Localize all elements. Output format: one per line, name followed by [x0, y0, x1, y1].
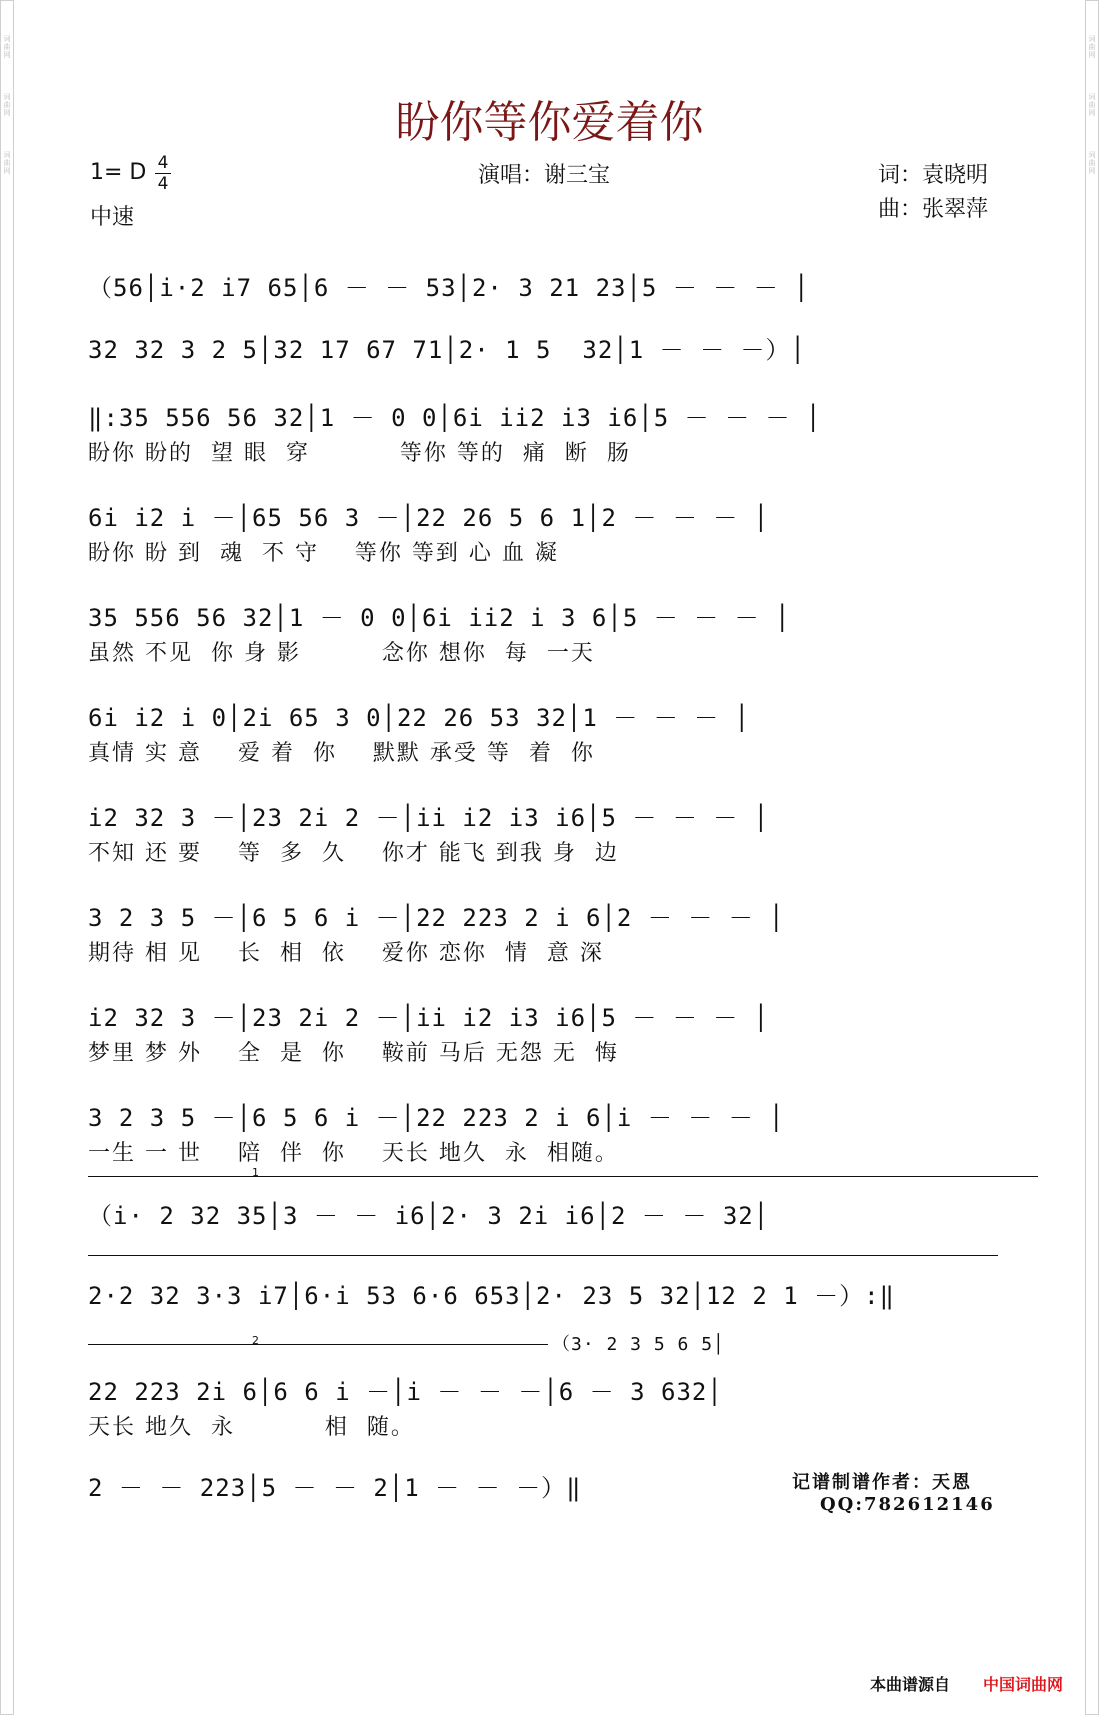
volta-continuation-bracket [88, 1255, 998, 1256]
notation-line-14: 2 － － 223│5 － － 2│1 － － －）‖ [88, 1474, 582, 1502]
time-signature [155, 154, 171, 193]
lyric-line-9: 梦里 梦 外 全 是 你 鞍前 马后 无怨 无 悔 [88, 1041, 619, 1066]
lyric-line-5: 虽然 不见 你 身 影 念你 想你 每 一天 [88, 641, 595, 666]
lyric-line-8: 期待 相 见 长 相 依 爱你 恋你 情 意 深 [88, 941, 604, 966]
notation-line-9: i2 32 3 －│23 2i 2 －│ii i2 i3 i6│5 － － － │ [88, 1004, 770, 1032]
notation-line-12: 2·2 32 3·3 i7│6·i 53 6·6 653│2· 23 5 32│12 2 1 －）:‖ [88, 1282, 896, 1310]
transcriber-qq: QQ:782612146 [820, 1494, 995, 1515]
watermark-text: 词曲网 [1088, 93, 1096, 117]
notation-line-1: （56│i·2 i7 65│6 － － 53│2· 3 21 23│5 － － － │ [88, 274, 810, 302]
notation-line-4: 6i i2 i －│65 56 3 －│22 26 5 6 1│2 － － － │ [88, 504, 770, 532]
lyric-line-3: 盼你 盼的 望 眼 穿 等你 等的 痛 断 肠 [88, 441, 631, 466]
notation-line-11: （i· 2 32 35│3 － － i6│2· 3 2i i6│2 － － 32│ [88, 1202, 770, 1230]
notation-line-7: i2 32 3 －│23 2i 2 －│ii i2 i3 i6│5 － － － │ [88, 804, 770, 832]
notation-line-5: 35 556 56 32│1 － 0 0│6i ii2 i 3 6│5 － － － │ [88, 604, 791, 632]
singer-credit: 演唱：谢三宝 [478, 163, 611, 188]
notation-line-3: ‖:35 556 56 32│1 － 0 0│6i ii2 i3 i6│5 － － － │ [88, 404, 822, 432]
lyric-line-4: 盼你 盼 到 魂 不 守 等你 等到 心 血 凝 [88, 541, 559, 566]
left-watermark-strip [0, 0, 14, 1715]
right-watermark-strip [1085, 0, 1099, 1715]
ending-phrase: （3· 2 3 5 6 5│ [552, 1334, 725, 1355]
notation-line-10: 3 2 3 5 －│6 5 6 i －│22 223 2 i 6│i － － － │ [88, 1104, 785, 1132]
tempo-marking: 中速 [90, 205, 135, 230]
watermark-text: 词曲网 [3, 93, 11, 117]
key-signature: 1= D [90, 160, 147, 185]
volta-2-label: 2 [252, 1334, 259, 1347]
notation-line-13: 22 223 2i 6│6 6 i －│i － － －│6 － 3 632│ [88, 1378, 723, 1406]
lyric-line-7: 不知 还 要 等 多 久 你才 能飞 到我 身 边 [88, 841, 619, 866]
lyric-line-13: 天长 地久 永 相 随。 [88, 1415, 415, 1440]
watermark-text: 词曲网 [3, 151, 11, 175]
lyric-line-6: 真情 实 意 爱 着 你 默默 承受 等 着 你 [88, 741, 595, 766]
notation-line-2: 32 32 3 2 5│32 17 67 71│2· 1 5 32│1 － － －）│ [88, 336, 806, 364]
volta-1-bracket [88, 1176, 1038, 1177]
transcriber-credit: 记谱制谱作者：天恩 [792, 1472, 972, 1493]
song-title: 盼你等你爱着你 [395, 97, 704, 148]
notation-line-6: 6i i2 i 0│2i 65 3 0│22 26 53 32│1 － － － │ [88, 704, 751, 732]
time-bottom: 4 [157, 174, 169, 194]
watermark-text: 词曲网 [1088, 35, 1096, 59]
lyric-line-10: 一生 一 世 陪 伴 你 天长 地久 永 相随。 [88, 1141, 619, 1166]
watermark-text: 词曲网 [3, 35, 11, 59]
notation-line-8: 3 2 3 5 －│6 5 6 i －│22 223 2 i 6│2 － － － │ [88, 904, 785, 932]
source-site-link[interactable]: 中国词曲网 [983, 1675, 1064, 1694]
volta-1-label: 1 [252, 1166, 259, 1179]
lyricist-credit: 词：袁晓明 [878, 163, 989, 188]
composer-credit: 曲：张翠萍 [878, 197, 989, 222]
time-top: 4 [157, 153, 169, 173]
watermark-text: 词曲网 [1088, 151, 1096, 175]
volta-2-bracket [88, 1344, 548, 1345]
source-label: 本曲谱源自 [870, 1675, 951, 1694]
